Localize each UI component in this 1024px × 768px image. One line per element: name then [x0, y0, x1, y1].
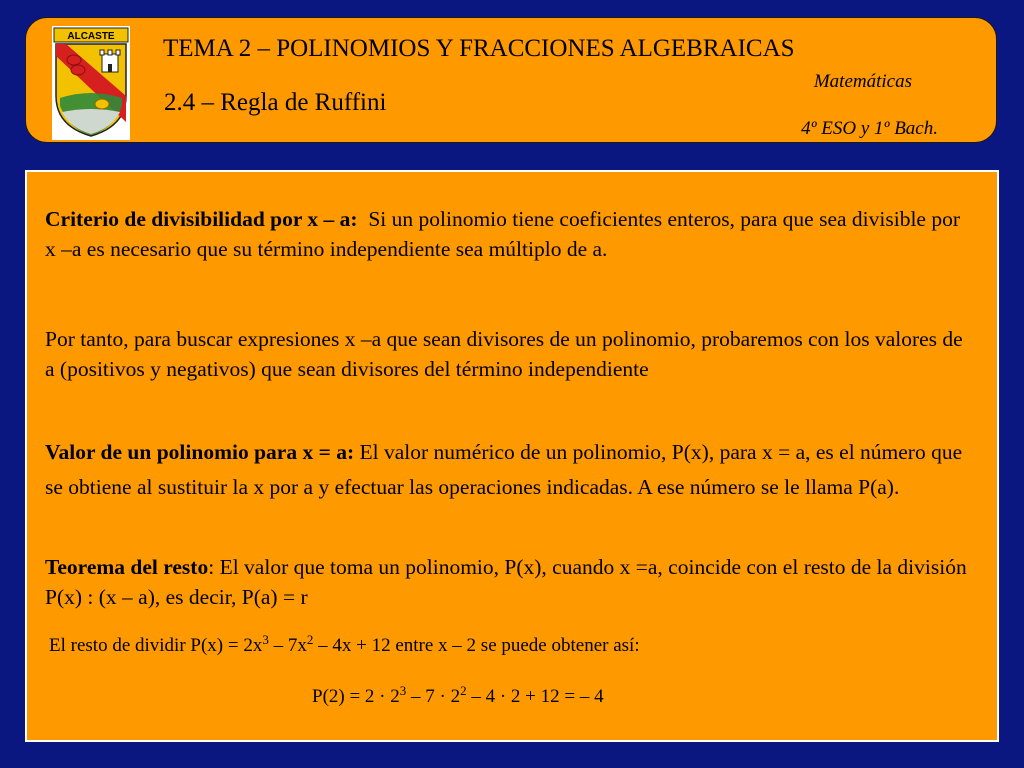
formula-part-1: P(2) = 2 · 2 — [312, 686, 400, 707]
svg-text:ALCASTE: ALCASTE — [67, 31, 115, 42]
theorem-heading: Teorema del resto — [45, 555, 209, 579]
content-panel — [25, 170, 999, 742]
level-label: 4º ESO y 1º Bach. — [801, 118, 938, 139]
therefore-text: Por tanto, para buscar expresiones x –a que sean divisores de un polinomio, probaremos con los valores de a (positivos y negativos) que sean divisores del término independiente — [45, 327, 963, 381]
formula-part-2: – 7 · 2 — [406, 686, 461, 707]
polynomial-value-definition — [45, 435, 975, 505]
value-heading: Valor de un polinomio para x = a: — [45, 440, 355, 464]
section-subtitle: 2.4 – Regla de Ruffini — [164, 89, 387, 116]
page-title: TEMA 2 – POLINOMIOS Y FRACCIONES ALGEBRAICAS — [163, 35, 795, 62]
divisibility-criterion — [45, 204, 975, 264]
example-exponent-1: 3 — [262, 632, 269, 647]
therefore-paragraph — [45, 324, 975, 384]
example-exponent-2: 2 — [306, 632, 314, 647]
example-part-2: – 7x — [268, 635, 307, 656]
remainder-theorem — [45, 552, 975, 612]
formula-part-3: – 4 · 2 + 12 = – 4 — [466, 686, 604, 707]
example-statement — [49, 632, 640, 657]
alcaste-logo — [52, 26, 130, 140]
subject-label: Matemáticas — [813, 71, 912, 92]
formula-exponent-2: 2 — [460, 683, 467, 698]
header-banner — [25, 17, 997, 143]
example-formula — [312, 683, 604, 708]
example-part-3: – 4x + 12 entre x – 2 se puede obtener así: — [313, 635, 640, 656]
divisibility-heading: Criterio de divisibilidad por x – a: — [45, 207, 358, 231]
example-part-1: El resto de dividir P(x) = 2x — [49, 635, 263, 656]
value-text: El valor numérico de un polinomio, P(x), para x = a, es el número que se obtiene al sustituir la x por a y efectuar las operaciones indicadas. A ese número se le llama P(a). — [45, 440, 963, 499]
formula-exponent-1: 3 — [399, 683, 407, 698]
theorem-text: : El valor que toma un polinomio, P(x), cuando x =a, coincide con el resto de la división P(x) : (x – a), es decir, P(a) = r — [45, 555, 967, 609]
divisibility-text: Si un polinomio tiene coeficientes enteros, para que sea divisible por x –a es necesario que su término independiente sea múltiplo de a. — [45, 207, 961, 261]
